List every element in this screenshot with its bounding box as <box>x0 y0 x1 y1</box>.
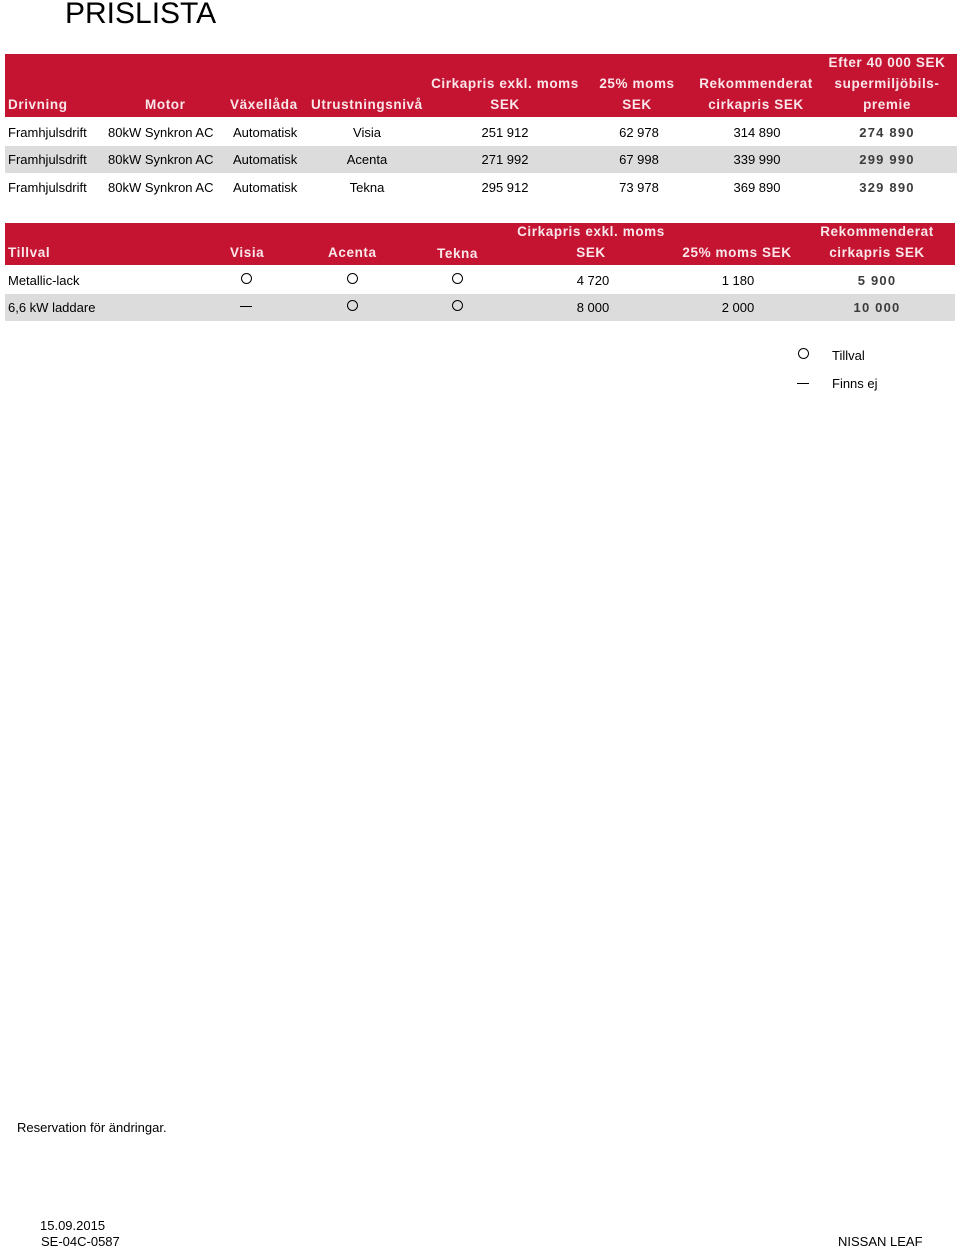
dash-icon <box>797 377 809 389</box>
header-cirkapris-line1: Cirkapris exkl. moms <box>517 224 665 239</box>
header-rekommenderat-line2: cirkapris SEK <box>708 97 804 112</box>
header-tekna: Tekna <box>437 246 479 261</box>
cell-rekommenderat: 10 000 <box>853 300 901 315</box>
open-circle-icon <box>240 272 252 284</box>
header-drivning: Drivning <box>8 97 68 112</box>
open-circle-icon <box>346 272 358 284</box>
cell-moms: 2 000 <box>721 300 755 315</box>
page-title: PRISLISTA <box>65 0 217 30</box>
dash-icon <box>240 300 252 312</box>
cell-drivning: Framhjulsdrift <box>8 180 87 195</box>
header-moms-line1: 25% moms <box>599 76 675 91</box>
open-circle-icon <box>346 299 358 311</box>
header-rekommenderat-line1: Rekommenderat <box>699 76 813 91</box>
footer-note: Reservation för ändringar. <box>17 1120 167 1135</box>
table-row <box>5 174 957 201</box>
footer-date: 15.09.2015 <box>40 1218 106 1233</box>
header-efter-premie-line2: supermiljöbils- <box>834 76 940 91</box>
header-rekommenderat-line2: cirkapris SEK <box>829 245 925 260</box>
cell-efter-premie: 329 890 <box>859 180 915 195</box>
header-vaxellada: Växellåda <box>230 97 298 112</box>
options-table-header <box>5 223 955 265</box>
cell-efter-premie: 274 890 <box>859 125 915 140</box>
legend-label-finns-ej: Finns ej <box>832 376 878 391</box>
cell-moms: 73 978 <box>619 180 659 195</box>
cell-vaxellada: Automatisk <box>233 180 298 195</box>
header-cirkapris-line1: Cirkapris exkl. moms <box>431 76 579 91</box>
header-tillval: Tillval <box>8 245 51 260</box>
cell-rekommenderat: 5 900 <box>857 273 897 288</box>
cell-moms: 62 978 <box>619 125 659 140</box>
table-row <box>5 267 955 294</box>
cell-rekommenderat: 369 890 <box>733 180 781 195</box>
cell-cirkapris: 271 992 <box>481 152 529 167</box>
header-moms: 25% moms SEK <box>682 245 792 260</box>
cell-efter-premie: 299 990 <box>859 152 915 167</box>
open-circle-icon <box>797 347 809 359</box>
footer-code: SE-04C-0587 <box>41 1234 120 1248</box>
cell-cirkapris: 8 000 <box>576 300 610 315</box>
cell-vaxellada: Automatisk <box>233 125 298 140</box>
header-efter-premie-line3: premie <box>863 97 911 112</box>
footer-model: NISSAN LEAF <box>838 1234 923 1248</box>
header-rekommenderat-line1: Rekommenderat <box>820 224 934 239</box>
header-cirkapris-line2: SEK <box>490 97 520 112</box>
cell-utrustningsniva: Visia <box>353 125 381 140</box>
cell-rekommenderat: 314 890 <box>733 125 781 140</box>
cell-drivning: Framhjulsdrift <box>8 152 87 167</box>
cell-cirkapris: 251 912 <box>481 125 529 140</box>
models-table-header <box>5 54 957 117</box>
header-utrustningsniva: Utrustningsnivå <box>311 97 423 112</box>
legend-label-tillval: Tillval <box>832 348 865 363</box>
table-row <box>5 294 955 321</box>
cell-moms: 67 998 <box>619 152 659 167</box>
open-circle-icon <box>451 272 463 284</box>
cell-rekommenderat: 339 990 <box>733 152 781 167</box>
table-row <box>5 119 957 146</box>
cell-moms: 1 180 <box>721 273 755 288</box>
cell-utrustningsniva: Acenta <box>346 152 388 167</box>
cell-vaxellada: Automatisk <box>233 152 298 167</box>
header-moms-line2: SEK <box>622 97 652 112</box>
cell-cirkapris: 4 720 <box>576 273 610 288</box>
header-efter-premie-line1: Efter 40 000 SEK <box>828 55 946 70</box>
header-cirkapris-line2: SEK <box>576 245 606 260</box>
cell-tillval: Metallic-lack <box>8 273 80 288</box>
cell-motor: 80kW Synkron AC <box>108 180 214 195</box>
cell-motor: 80kW Synkron AC <box>108 152 214 167</box>
header-visia: Visia <box>230 245 265 260</box>
cell-motor: 80kW Synkron AC <box>108 125 214 140</box>
header-motor: Motor <box>145 97 186 112</box>
open-circle-icon <box>451 299 463 311</box>
header-acenta: Acenta <box>328 245 377 260</box>
cell-cirkapris: 295 912 <box>481 180 529 195</box>
table-row <box>5 146 957 173</box>
cell-drivning: Framhjulsdrift <box>8 125 87 140</box>
cell-utrustningsniva: Tekna <box>349 180 385 195</box>
cell-tillval: 6,6 kW laddare <box>8 300 96 315</box>
